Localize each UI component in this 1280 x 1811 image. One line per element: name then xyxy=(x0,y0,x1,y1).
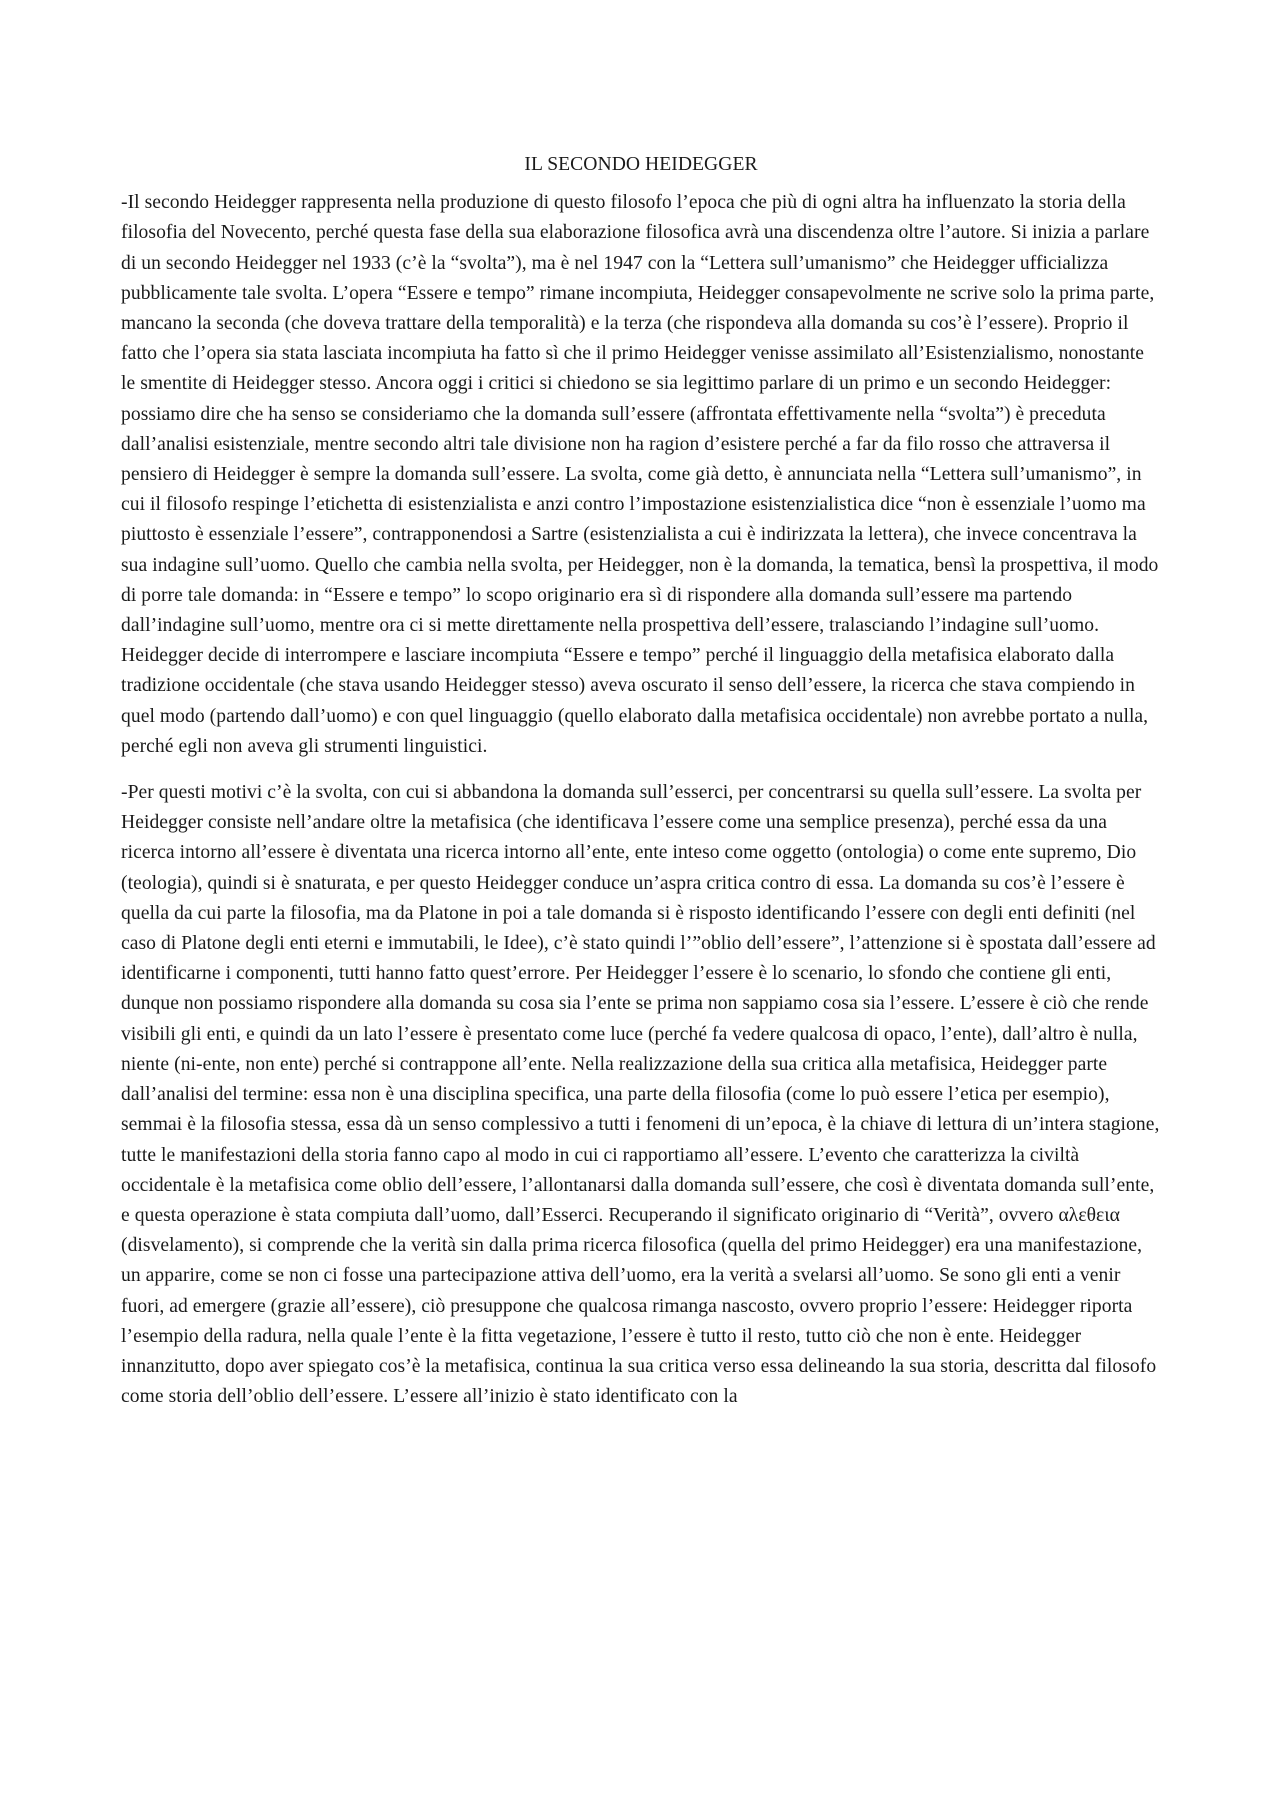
paragraph-1: -Il secondo Heidegger rappresenta nella produzione di questo filosofo l’epoca che più di ogni altra ha influenzato la storia della filosofia del Novecento, perché questa fase della sua elaborazione filosofica avrà una discendenza oltre l’autore. Si inizia a parlare di un secondo Heidegger nel 1933 (c’è la “svolta”), ma è nel 1947 con la “Lettera sull’umanismo” che Heidegger ufficializza pubblicamente tale svolta. L’opera “Essere e tempo” rimane incompiuta, Heidegger consapevolmente ne scrive solo la prima parte, mancano la seconda (che doveva trattare della temporalità) e la terza (che rispondeva alla domanda su cos’è l’essere). Proprio il fatto che l’opera sia stata lasciata incompiuta ha fatto sì che il primo Heidegger venisse assimilato all’Esistenzialismo, nonostante le smentite di Heidegger stesso. Ancora oggi i critici si chiedono se sia legittimo parlare di un primo e un secondo Heidegger: possiamo dire che ha senso se consideriamo che la domanda sull’essere (affrontata effettivamente nella “svolta”) è preceduta dall’analisi esistenziale, mentre secondo altri tale divisione non ha ragion d’esistere perché a far da filo rosso che attraversa il pensiero di Heidegger è sempre la domanda sull’essere. La svolta, come già detto, è annunciata nella “Lettera sull’umanismo”, in cui il filosofo respinge l’etichetta di esistenzialista e anzi contro l’impostazione esistenzialistica dice “non è essenziale l’uomo ma piuttosto è essenziale l’essere”, contrapponendosi a Sartre (esistenzialista a cui è indirizzata la lettera), che invece concentrava la sua indagine sull’uomo. Quello che cambia nella svolta, per Heidegger, non è la domanda, la tematica, bensì la prospettiva, il modo di porre tale domanda: in “Essere e tempo” lo scopo originario era sì di rispondere alla domanda sull’essere ma partendo dall’indagine sull’uomo, mentre ora ci si mette direttamente nella prospettiva dell’essere, tralasciando l’indagine sull’uomo. Heidegger decide di interrompere e lasciare incompiuta “Essere e tempo” perché il linguaggio della metafisica elaborato dalla tradizione occidentale (che stava usando Heidegger stesso) aveva oscurato il senso dell’essere, la ricerca che stava compiendo in quel modo (partendo dall’uomo) e con quel linguaggio (quello elaborato dalla metafisica occidentale) non avrebbe portato a nulla, perché egli non aveva gli strumenti linguistici. xyxy=(121,192,1159,757)
paragraph-2: -Per questi motivi c’è la svolta, con cui si abbandona la domanda sull’esserci, per concentrarsi su quella sull’essere. La svolta per Heidegger consiste nell’andare oltre la metafisica (che identificava l’essere come una semplice presenza), perché essa da una ricerca intorno all’essere è diventata una ricerca intorno all’ente, ente inteso come oggetto (ontologia) o come ente supremo, Dio (teologia), quindi si è snaturata, e per questo Heidegger conduce un’aspra critica contro di essa. La domanda su cos’è l’essere è quella da cui parte la filosofia, ma da Platone in poi a tale domanda si è risposto identificando l’essere con degli enti definiti (nel caso di Platone degli enti eterni e immutabili, le Idee), c’è stato quindi l’”oblio dell’essere”, l’attenzione si è spostata dall’essere ad identificarne i componenti, tutti hanno fatto quest’errore. Per Heidegger l’essere è lo scenario, lo sfondo che contiene gli enti, dunque non possiamo rispondere alla domanda su cosa sia l’ente se prima non sappiamo cosa sia l’essere. L’essere è ciò che rende visibili gli enti, e quindi da un lato l’essere è presentato come luce (perché fa vedere qualcosa di opaco, l’ente), dall’altro è nulla, niente (ni-ente, non ente) perché si contrappone all’ente. Nella realizzazione della sua critica alla metafisica, Heidegger parte dall’analisi del termine: essa non è una disciplina specifica, una parte della filosofia (come lo può essere l’etica per esempio), semmai è la filosofia stessa, essa dà un senso complessivo a tutti i fenomeni di un’epoca, è la chiave di lettura di un’intera stagione, tutte le manifestazioni della storia fanno capo al modo in cui ci rapportiamo all’essere. L’evento che caratterizza la civiltà occidentale è la metafisica come oblio dell’essere, l’allontanarsi dalla domanda sull’essere, che così è diventata domanda sull’ente, e questa operazione è stata compiuta dall’uomo, dall’Esserci. Recuperando il significato originario di “Verità”, ovvero αλεθεια (disvelamento), si comprende che la verità sin dalla prima ricerca filosofica (quella del primo Heidegger) era una manifestazione, un apparire, come se non ci fosse una partecipazione attiva dell’uomo, era la verità a svelarsi all’uomo. Se sono gli enti a venir fuori, ad emergere (grazie all’essere), ciò presuppone che qualcosa rimanga nascosto, ovvero proprio l’essere: Heidegger riporta l’esempio della radura, nella quale l’ente è la fitta vegetazione, l’essere è tutto il resto, tutto ciò che non è ente. Heidegger innanzitutto, dopo aver spiegato cos’è la metafisica, continua la sua critica verso essa delineando la sua storia, descritta dal filosofo come storia dell’oblio dell’essere. L’essere all’inizio è stato identificato con la xyxy=(121,782,1160,1408)
document-title: IL SECONDO HEIDEGGER xyxy=(524,154,758,175)
document-body xyxy=(121,150,1161,1412)
